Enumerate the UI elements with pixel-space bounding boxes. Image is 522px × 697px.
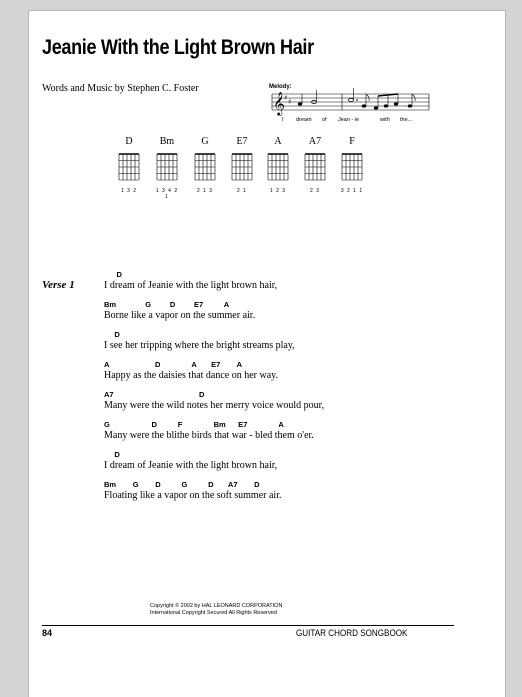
song-credits: Words and Music by Stephen C. Foster [42,83,199,94]
lyric-line: I dream of Jeanie with the light brown hair, [104,280,278,291]
chord-fingering: 3 2 1 1 [340,188,364,194]
melody-lyric: with [380,117,390,123]
chord-name: E7 [236,136,248,147]
chord-name: F [349,136,355,147]
melody-lyric: of [322,117,327,123]
chord-grid [265,146,293,188]
chord-fingering: 1 3 2 [120,188,138,194]
svg-text:♯: ♯ [284,94,288,102]
lyric-line: Many were the blithe birds that war - bled them o'er. [104,430,314,441]
chord-line: Bm G D G D A7 D [104,480,260,489]
melody-lyric: dream [296,117,312,123]
chord-grid [116,146,144,188]
chord-name: G [201,136,209,147]
chord-line: A7 D [104,390,205,399]
melody-lyric: I [282,117,284,123]
melody-staff [244,88,434,120]
chord-line: D [104,450,120,459]
chord-grid [302,146,330,188]
chord-grid [192,146,220,188]
chord-name: A [274,136,282,147]
chord-fingering: 2 1 [237,188,247,194]
chord-name: Bm [159,136,175,147]
melody-label: Melody: [269,84,292,90]
lyric-line: Floating like a vapor on the soft summer air. [104,490,282,501]
chord-fingering: 1 3 4 2 1 [155,188,179,200]
chord-line: G D F Bm E7 A [104,420,284,429]
chord-fingering: 1 2 3 [269,188,287,194]
lyric-line: I see her tripping where the bright streams play, [104,340,295,351]
chord-line: D [104,270,122,279]
copyright-line: Copyright © 2002 by HAL LEONARD CORPORATION [150,603,283,609]
song-title: Jeanie With the Light Brown Hair [42,36,314,59]
melody-lyric: the... [400,117,413,123]
svg-text:♯: ♯ [288,98,292,106]
page-number: 84 [42,628,53,638]
chord-line: Bm G D E7 A [104,300,230,309]
melody-lyric: Jean - ie [338,117,360,123]
chord-fingering: 2 3 [310,188,320,194]
book-title: GUITAR CHORD SONGBOOK [296,628,408,638]
svg-text:𝄞: 𝄞 [273,91,285,115]
lyric-line: Happy as the daisies that dance on her way. [104,370,279,381]
chord-grid [154,146,182,188]
chord-grid [229,146,257,188]
chord-name: D [125,136,133,147]
lyric-line: Many were the wild notes her merry voice would pour, [104,400,325,411]
verse-label: Verse 1 [42,279,75,291]
chord-line: D [104,330,120,339]
chord-grid [339,146,367,188]
footer-rule [42,625,454,626]
lyric-line: Borne like a vapor on the summer air. [104,310,256,321]
chord-line: A D A E7 A [104,360,243,369]
lyric-line: I dream of Jeanie with the light brown hair, [104,460,278,471]
copyright-line: International Copyright Secured All Rights Reserved [150,610,277,616]
chord-fingering: 2 1 3 [196,188,214,194]
chord-name: A7 [308,136,322,147]
